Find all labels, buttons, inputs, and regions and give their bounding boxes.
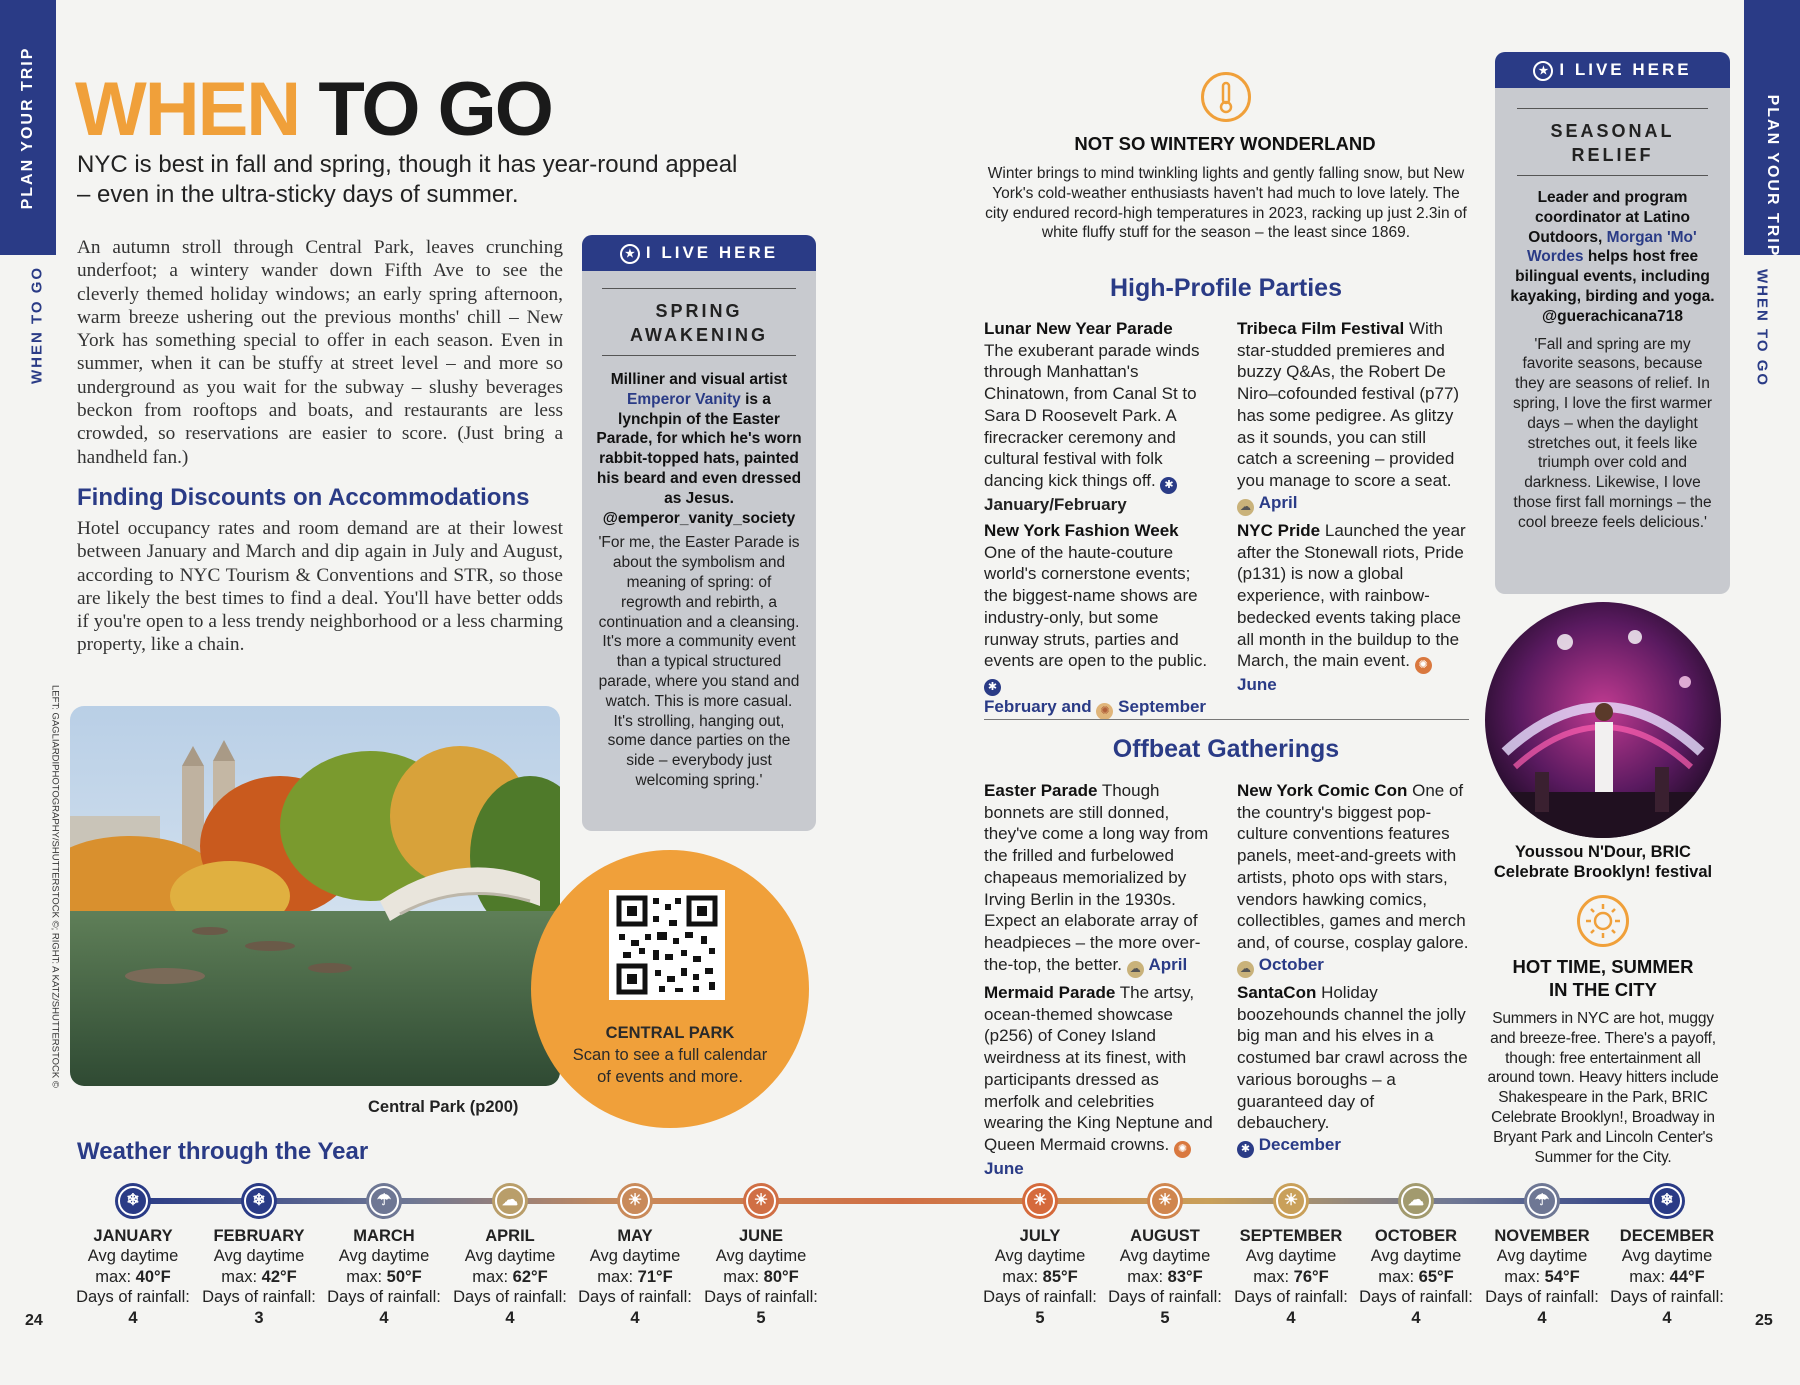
discounts-paragraph: Hotel occupancy rates and room demand are at their lowest between January and March and dip again in July and August, according to NYC Tourism & Conventions and STR, so those are likely the best times to find a deal. You'll have better odds if you're open to a less trendy neighborhood or a less charming property, like a chain.: [77, 518, 563, 656]
concert-caption: Youssou N'Dour, BRIC Celebrate Brooklyn! festival: [1493, 843, 1713, 881]
seasonal-box-title-2: RELIEF: [1571, 145, 1654, 165]
rain-days: 4: [1286, 1308, 1296, 1327]
avg-label: Avg daytime: [1119, 1247, 1211, 1266]
weather-month-april: [449, 1226, 571, 1328]
seasonal-box-intro: Leader and program coordinator at Latino Outdoors, Morgan 'Mo' Wordes helps host free bilingual events, including kayaking, birding and yoga. @guerachicana718: [1510, 189, 1715, 325]
max-temp: max: 54°F: [1504, 1267, 1580, 1286]
left-tab-label: PLAN YOUR TRIP: [19, 46, 36, 210]
avg-label: Avg daytime: [1370, 1247, 1462, 1266]
rain-days: 4: [1411, 1308, 1421, 1327]
weather-month-may: [574, 1226, 696, 1328]
event-mermaid-parade: Mermaid Parade The artsy, ocean-themed showcase (p256) of Coney Island weirdness at its finest, with participants dressed as merfolk and celebrities wearing the King Neptune and Queen Mermaid crowns. ✺ June: [984, 983, 1213, 1178]
winter-text: Winter brings to mind twinkling lights and gently falling snow, but New York's cold-weather enthusiasts haven't had much to love lately. The city endured record-high temperatures in 2023, racking up just 2.3in of white fluffy stuff for the season – the least since 1869.: [985, 165, 1467, 242]
month-name: FEBRUARY: [213, 1227, 305, 1245]
rain-cloud-icon: ☂: [1524, 1183, 1560, 1219]
month-name: DECEMBER: [1619, 1227, 1715, 1245]
rain-label: Days of rainfall:: [202, 1288, 316, 1307]
seasonal-box-header: ★ I LIVE HERE: [1495, 52, 1730, 88]
max-temp: max: 65°F: [1378, 1267, 1454, 1286]
month-name: AUGUST: [1130, 1227, 1200, 1245]
sun-icon: ✺: [1174, 1141, 1191, 1158]
snowflake-icon: ❄: [115, 1183, 151, 1219]
event-santacon: SantaCon Holiday boozehounds channel the jolly big man and his elves in a costumed bar crawl across the various boroughs – a guaranteed day of debauchery. ✱ December: [1237, 982, 1471, 1158]
max-temp: max: 71°F: [597, 1267, 673, 1286]
rain-label: Days of rainfall:: [1359, 1288, 1473, 1307]
month-name: MARCH: [353, 1227, 415, 1245]
rain-days: 5: [1160, 1308, 1170, 1327]
weather-month-september: [1230, 1226, 1352, 1328]
avg-label: Avg daytime: [1245, 1247, 1337, 1266]
rain-days: 4: [379, 1308, 389, 1327]
event-easter-parade: Easter Parade Though bonnets are still donned, they've come a long way from the frilled and furbelowed chapeaus memorialized by Irving Berlin in the 1930s. Expect an elaborate array of headpieces – the more over-the-top, the better. ☁ April: [984, 780, 1218, 978]
page-subtitle: NYC is best in fall and spring, though it has year-round appeal – even in the ultra-sticky days of summer.: [77, 151, 738, 208]
rain-days: 4: [505, 1308, 515, 1327]
concert-photo: [1485, 602, 1721, 838]
sun-icon: ☀: [617, 1183, 653, 1219]
month-name: JULY: [1019, 1227, 1061, 1245]
page-title: WHEN TO GO: [75, 67, 552, 152]
morgan-wordes-name: Morgan 'Mo' Wordes: [1526, 228, 1697, 266]
max-temp: max: 50°F: [346, 1267, 422, 1286]
spring-box-intro: Milliner and visual artist Emperor Vanity is a lynchpin of the Easter Parade, for which he's worn rabbit-topped hats, painted his beard and even dressed as Jesus. @emperor_vanity_society: [596, 371, 802, 527]
rain-label: Days of rainfall:: [1108, 1288, 1222, 1307]
avg-label: Avg daytime: [1496, 1247, 1588, 1266]
photo-credit: LEFT: GAGLIARDIPHOTOGRAPHY/SHUTTERSTOCK ©; RIGHT: A KATZ/SHUTTERSTOCK ©: [49, 685, 61, 1088]
qr-text: Scan to see a full calendar of events and more.: [572, 1046, 768, 1086]
sun-icon: ✺: [1096, 703, 1113, 720]
photo-caption: Central Park (p200): [368, 1098, 519, 1116]
month-name: JUNE: [738, 1227, 783, 1245]
event-fashion-week: New York Fashion Week One of the haute-couture world's cornerstone events; the biggest-name shows are industry-only, but some runway struts, parties and events are open to the public. ✱ February and ✺ September: [984, 520, 1216, 720]
left-tab-sublabel: WHEN TO GO: [28, 265, 46, 385]
spring-box-quote: 'For me, the Easter Parade is about the symbolism and meaning of spring: of regrowth and rebirth, a continuation and a cleansing. It's more a community event than a typical structured parade, where you stand and watch. This is more casual. It's strolling, hanging out, some dance parties on the side – everybody just welcoming spring.': [598, 534, 800, 789]
month-name: JANUARY: [93, 1227, 173, 1245]
rain-label: Days of rainfall:: [578, 1288, 692, 1307]
rain-days: 4: [1537, 1308, 1547, 1327]
month-name: APRIL: [485, 1227, 535, 1245]
rain-days: 5: [756, 1308, 766, 1327]
rain-label: Days of rainfall:: [1485, 1288, 1599, 1307]
seasonal-box-title-1: SEASONAL: [1550, 121, 1675, 141]
rain-days: 4: [1662, 1308, 1672, 1327]
rain-days: 4: [630, 1308, 640, 1327]
intro-paragraph: An autumn stroll through Central Park, leaves crunching underfoot; a wintery wander down Fifth Ave to see the cleverly themed holiday windows; an early spring afternoon, warm breeze ushering out the previous months' chill – New York has something special to offer in each season. Even in summer, when it can be stuffy at street level – and more so underground as you wait for the subway – slushy beverages beckon from rooftops and boats, and restaurants are less crowded, so reservations are easier to score. (Just bring a handheld fan.): [77, 237, 563, 468]
rain-label: Days of rainfall:: [76, 1288, 190, 1307]
weather-month-december: [1606, 1226, 1728, 1328]
snowflake-icon: ❄: [1649, 1183, 1685, 1219]
month-name: OCTOBER: [1374, 1227, 1458, 1245]
page-number-left: 24: [25, 1312, 43, 1329]
qr-title: CENTRAL PARK: [605, 1024, 735, 1042]
page-number-right: 25: [1755, 1312, 1773, 1329]
event-lunar-new-year: Lunar New Year Parade The exuberant parade winds through Manhattan's Chinatown, from Canal St to Sara D Roosevelt Park. A firecracker ceremony and cultural festival with folk dancing kick things off. ✱ January/February: [984, 319, 1200, 514]
seasonal-relief-box: [1495, 52, 1730, 594]
rain-label: Days of rainfall:: [1234, 1288, 1348, 1307]
max-temp: max: 44°F: [1629, 1267, 1705, 1286]
rain-days: 5: [1035, 1308, 1045, 1327]
rain-label: Days of rainfall:: [983, 1288, 1097, 1307]
sun-icon: ☀: [1273, 1183, 1309, 1219]
rain-days: 4: [128, 1308, 138, 1327]
emperor-vanity-name: Emperor Vanity: [627, 390, 741, 408]
thermometer-icon: [1201, 72, 1251, 122]
event-nyc-pride: NYC Pride Launched the year after the Stonewall riots, Pride (p131) is now a global experience, with rainbow-bedecked events taking place all month in the buildup to the March, the main event. ✺ June: [1237, 521, 1466, 695]
weather-month-august: [1104, 1226, 1226, 1328]
max-temp: max: 85°F: [1002, 1267, 1078, 1286]
weather-month-march: [323, 1226, 445, 1328]
avg-label: Avg daytime: [994, 1247, 1086, 1266]
rain-days: 3: [254, 1308, 264, 1327]
partly-cloudy-icon: ☁: [1237, 961, 1254, 978]
event-tribeca: Tribeca Film Festival With star-studded premieres and buzzy Q&As, the Robert De Niro–cofounded festival (p77) has some pedigree. As glitzy as it sounds, you can still catch a screening – provided you manage to score a seat. ☁ April: [1237, 318, 1469, 516]
max-temp: max: 83°F: [1127, 1267, 1203, 1286]
rain-label: Days of rainfall:: [453, 1288, 567, 1307]
max-temp: max: 62°F: [472, 1267, 548, 1286]
section-divider: [984, 719, 1469, 720]
max-temp: max: 80°F: [723, 1267, 799, 1286]
weather-month-october: [1355, 1226, 1477, 1328]
offbeat-heading: Offbeat Gatherings: [1112, 735, 1340, 763]
weather-month-june: [700, 1226, 822, 1328]
avg-label: Avg daytime: [213, 1247, 305, 1266]
avg-label: Avg daytime: [589, 1247, 681, 1266]
max-temp: max: 76°F: [1253, 1267, 1329, 1286]
avg-label: Avg daytime: [464, 1247, 556, 1266]
snowflake-icon: ❄: [241, 1183, 277, 1219]
star-badge-icon: ★: [620, 244, 640, 264]
spring-box-header: ★ I LIVE HERE: [582, 235, 816, 271]
sun-icon: [1577, 895, 1629, 947]
max-temp: max: 42°F: [221, 1267, 297, 1286]
spring-box-title-1: SPRING: [655, 301, 743, 321]
central-park-photo: [70, 706, 560, 1086]
partly-cloudy-icon: ☁: [1398, 1183, 1434, 1219]
weather-month-february: [198, 1226, 320, 1328]
discounts-heading: Finding Discounts on Accommodations: [77, 484, 530, 511]
spring-box-title-2: AWAKENING: [629, 325, 768, 345]
rain-cloud-icon: ☂: [366, 1183, 402, 1219]
avg-label: Avg daytime: [87, 1247, 179, 1266]
summer-title: HOT TIME, SUMMER IN THE CITY: [1512, 956, 1694, 1000]
seasonal-box-quote: 'Fall and spring are my favorite seasons, because they are seasons of relief. In spring, I love the first warmer days – when the daylight stretches out, it feels like triumph over cold and darkness. Likewise, I love those first fall mornings – the cool breeze feels delicious.': [1513, 335, 1712, 531]
parties-heading: High-Profile Parties: [1110, 274, 1342, 302]
avg-label: Avg daytime: [338, 1247, 430, 1266]
sun-icon: ☀: [743, 1183, 779, 1219]
month-name: MAY: [617, 1227, 653, 1245]
partly-cloudy-icon: ☁: [492, 1183, 528, 1219]
spring-awakening-box: [582, 235, 816, 831]
qr-code[interactable]: [609, 890, 725, 1000]
sun-icon: ☀: [1022, 1183, 1058, 1219]
right-tab-sublabel: WHEN TO GO: [1753, 268, 1771, 388]
partly-cloudy-icon: ☁: [1127, 961, 1144, 978]
avg-label: Avg daytime: [1621, 1247, 1713, 1266]
sun-icon: ✺: [1415, 657, 1432, 674]
snowflake-icon: ✱: [1237, 1141, 1254, 1158]
right-tab-label: PLAN YOUR TRIP: [1764, 94, 1781, 258]
weather-timeline: [134, 1198, 1669, 1204]
rain-label: Days of rainfall:: [327, 1288, 441, 1307]
sun-icon: ☀: [1147, 1183, 1183, 1219]
partly-cloudy-icon: ☁: [1237, 499, 1254, 516]
weather-month-july: [979, 1226, 1101, 1328]
summer-text: Summers in NYC are hot, muggy and breeze-free. There's a payoff, though: free entertainment all around town. Heavy hitters include Shakespeare in the Park, BRIC Celebrate Brooklyn!, Broadway in Bryant Park and Lincoln Center's Summer for the City.: [1487, 1010, 1719, 1166]
month-name: NOVEMBER: [1494, 1227, 1590, 1245]
rain-label: Days of rainfall:: [704, 1288, 818, 1307]
rain-label: Days of rainfall:: [1610, 1288, 1724, 1307]
star-badge-icon: ★: [1533, 61, 1553, 81]
max-temp: max: 40°F: [95, 1267, 171, 1286]
month-name: SEPTEMBER: [1239, 1227, 1343, 1245]
snowflake-icon: ✱: [984, 679, 1001, 696]
avg-label: Avg daytime: [715, 1247, 807, 1266]
event-comic-con: New York Comic Con One of the country's biggest pop-culture conventions features panels, meet-and-greets with artists, photo ops with stars, vendors hawking comics, collectibles, games and merch and, of course, cosplay galore. ☁ October: [1237, 780, 1471, 978]
snowflake-icon: ✱: [1160, 477, 1177, 494]
weather-heading: Weather through the Year: [77, 1138, 369, 1165]
weather-month-january: [72, 1226, 194, 1328]
winter-title: NOT SO WINTERY WONDERLAND: [1074, 133, 1376, 154]
weather-month-november: [1481, 1226, 1603, 1328]
